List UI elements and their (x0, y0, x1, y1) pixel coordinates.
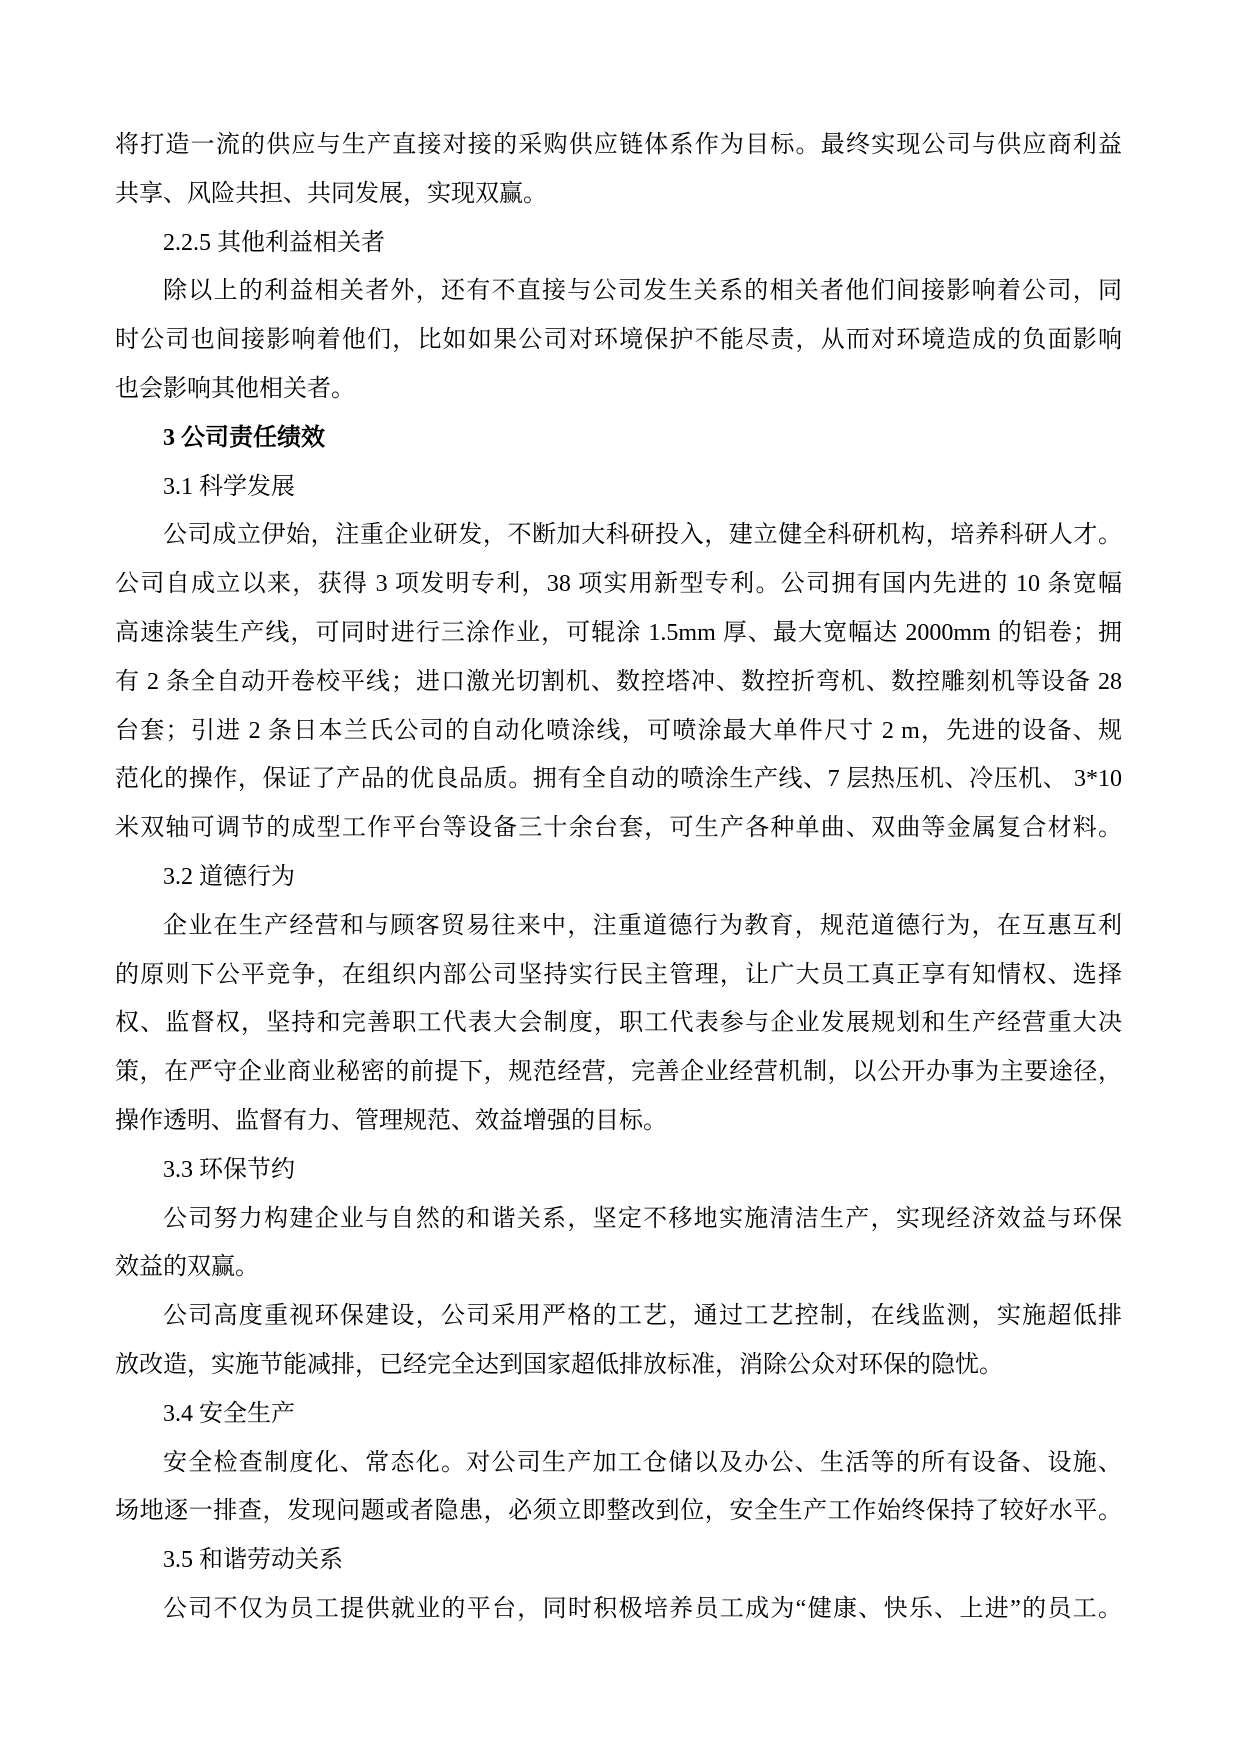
body-line: 除以上的利益相关者外，还有不直接与公司发生关系的相关者他们间接影响着公司，同 (163, 278, 1122, 305)
body-line: 将打造一流的供应与生产直接对接的采购供应链体系作为目标。最终实现公司与供应商利益 (115, 132, 1122, 158)
body-line: 企业在生产经营和与顾客贸易往来中，注重道德行为教育，规范道德行为，在互惠互利 (163, 912, 1122, 939)
body-line: 也会影响其他相关者。 (115, 375, 355, 402)
section-heading-3-4: 3.4 安全生产 (163, 1400, 295, 1427)
body-line: 的原则下公平竞争，在组织内部公司坚持实行民主管理，让广大员工真正享有知情权、选择 (115, 961, 1122, 988)
body-line: 公司不仅为员工提供就业的平台，同时积极培养员工成为“健康、快乐、上进”的员工。 (163, 1595, 1122, 1622)
body-line: 权、监督权，坚持和完善职工代表大会制度，职工代表参与企业发展规划和生产经营重大决 (115, 1010, 1122, 1037)
chapter-heading-3: 3 公司责任绩效 (163, 424, 325, 451)
body-line: 公司努力构建企业与自然的和谐关系，坚定不移地实施清洁生产，实现经济效益与环保 (163, 1205, 1122, 1232)
body-line: 范化的操作，保证了产品的优良品质。拥有全自动的喷涂生产线、7 层热压机、冷压机、 3*10 (115, 766, 1122, 793)
body-line: 效益的双赢。 (115, 1254, 259, 1281)
body-line: 公司自成立以来，获得 3 项发明专利，38 项实用新型专利。公司拥有国内先进的 10 条宽幅 (115, 571, 1122, 598)
body-line: 操作透明、监督有力、管理规范、效益增强的目标。 (115, 1107, 667, 1134)
body-line: 场地逐一排查，发现问题或者隐患，必须立即整改到位，安全生产工作始终保持了较好水平。 (115, 1498, 1122, 1525)
body-line: 米双轴可调节的成型工作平台等设备三十余台套，可生产各种单曲、双曲等金属复合材料。 (115, 815, 1122, 842)
document-text-block (115, 121, 1122, 1634)
section-heading-2-2-5: 2.2.5 其他利益相关者 (163, 229, 385, 256)
body-line: 安全检查制度化、常态化。对公司生产加工仓储以及办公、生活等的所有设备、设施、 (163, 1449, 1122, 1476)
body-line: 共享、风险共担、共同发展，实现双赢。 (115, 180, 547, 207)
body-line: 高速涂装生产线，可同时进行三涂作业，可辊涂 1.5mm 厚、最大宽幅达 2000mm 的铝卷；拥 (115, 619, 1122, 646)
section-heading-3-1: 3.1 科学发展 (163, 473, 295, 500)
body-line: 公司高度重视环保建设，公司采用严格的工艺，通过工艺控制，在线监测，实施超低排 (163, 1303, 1122, 1330)
body-line: 放改造，实施节能减排，已经完全达到国家超低排放标准，消除公众对环保的隐忧。 (115, 1351, 1003, 1378)
body-line: 时公司也间接影响着他们，比如如果公司对环境保护不能尽责，从而对环境造成的负面影响 (115, 327, 1122, 354)
body-line: 有 2 条全自动开卷校平线；进口激光切割机、数控塔冲、数控折弯机、数控雕刻机等设备 28 (115, 668, 1122, 695)
section-heading-3-3: 3.3 环保节约 (163, 1156, 295, 1183)
section-heading-3-2: 3.2 道德行为 (163, 863, 295, 890)
body-line: 台套；引进 2 条日本兰氏公司的自动化喷涂线，可喷涂最大单件尺寸 2 m，先进的设备、规 (115, 717, 1122, 744)
body-line: 策，在严守企业商业秘密的前提下，规范经营，完善企业经营机制，以公开办事为主要途径， (115, 1059, 1122, 1086)
body-line: 公司成立伊始，注重企业研发，不断加大科研投入，建立健全科研机构，培养科研人才。 (163, 522, 1122, 549)
section-heading-3-5: 3.5 和谐劳动关系 (163, 1547, 343, 1574)
